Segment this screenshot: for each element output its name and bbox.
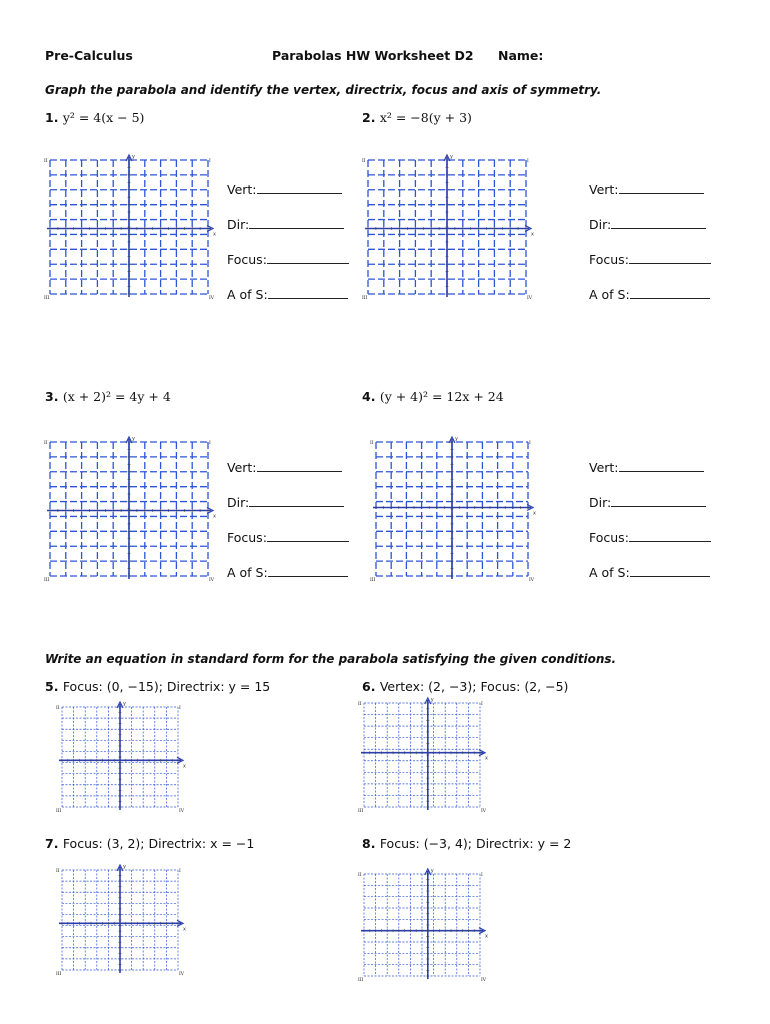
problem-equation: (x + 2)² = 4y + 4 (62, 389, 171, 404)
graph-grid-4[interactable] (370, 436, 534, 582)
x-axis-label: x (183, 763, 186, 770)
problem-equation: (y + 4)² = 12x + 24 (379, 389, 504, 404)
y-axis-label: y (132, 154, 135, 160)
quadrant-label: IV (481, 809, 487, 814)
course-name: Pre-Calculus (45, 48, 133, 63)
section1-instruction: Graph the parabola and identify the vertex, directrix, focus and axis of symmetry. (45, 83, 602, 97)
directrix-answer-4[interactable]: Dir: (589, 494, 706, 510)
graph-grid-2[interactable] (362, 154, 532, 300)
graph-grid-6[interactable] (358, 697, 486, 813)
problem-conditions: Focus: (3, 2); Directrix: x = −1 (62, 836, 255, 851)
focus-answer-1[interactable]: Focus: (227, 251, 349, 267)
directrix-answer-3[interactable]: Dir: (227, 494, 344, 510)
quadrant-label: III (358, 809, 364, 814)
quadrant-label: II (44, 441, 48, 446)
quadrant-label: IV (209, 296, 215, 301)
problem-number: 5 (45, 679, 54, 694)
x-axis-label: x (485, 755, 488, 762)
quadrant-label: I (527, 159, 529, 164)
quadrant-label: III (362, 296, 368, 301)
quadrant-label: III (56, 972, 62, 977)
y-axis-label: y (132, 436, 135, 442)
graph-grid-1[interactable] (44, 154, 214, 300)
problem-number: 3 (45, 389, 54, 404)
quadrant-label: III (358, 978, 364, 983)
graph-grid-7[interactable] (56, 864, 184, 976)
axis-answer-2[interactable]: A of S: (589, 286, 710, 302)
quadrant-label: IV (529, 578, 535, 583)
name-label: Name: (498, 48, 544, 63)
vertex-answer-1[interactable]: Vert: (227, 181, 342, 197)
quadrant-label: I (179, 869, 181, 874)
y-axis-label: y (123, 701, 126, 707)
quadrant-label: I (179, 706, 181, 711)
quadrant-label: II (44, 159, 48, 164)
problem-number: 7 (45, 836, 54, 851)
y-axis-label: y (430, 868, 434, 874)
y-axis-label: y (123, 864, 126, 870)
quadrant-label: II (362, 159, 366, 164)
vertex-answer-3[interactable]: Vert: (227, 459, 342, 475)
quadrant-label: IV (179, 972, 185, 977)
problem-number: 2 (362, 110, 371, 125)
quadrant-label: I (209, 159, 211, 164)
x-axis-label: x (213, 231, 216, 238)
quadrant-label: III (370, 578, 376, 583)
problem-8: 8. Focus: (−3, 4); Directrix: y = 2 (362, 836, 572, 851)
problem-6: 6. Vertex: (2, −3); Focus: (2, −5) (362, 679, 569, 694)
quadrant-label: I (481, 702, 483, 707)
problem-equation: y² = 4(x − 5) (62, 110, 145, 125)
quadrant-label: III (44, 296, 50, 301)
quadrant-label: II (358, 702, 362, 707)
quadrant-label: I (529, 441, 531, 446)
vertex-answer-2[interactable]: Vert: (589, 181, 704, 197)
y-axis-label: y (450, 154, 453, 160)
quadrant-label: II (370, 441, 374, 446)
problem-number: 1 (45, 110, 54, 125)
x-axis-label: x (213, 513, 216, 520)
problem-3: 3. (x + 2)² = 4y + 4 (45, 389, 171, 404)
y-axis-label: y (455, 436, 458, 442)
problem-number: 4 (362, 389, 371, 404)
problem-number: 8 (362, 836, 371, 851)
axis-answer-4[interactable]: A of S: (589, 564, 710, 580)
quadrant-label: III (44, 578, 50, 583)
axis-answer-3[interactable]: A of S: (227, 564, 348, 580)
problem-4: 4. (y + 4)² = 12x + 24 (362, 389, 504, 404)
x-axis-label: x (485, 933, 488, 940)
problem-1: 1. y² = 4(x − 5) (45, 110, 145, 125)
quadrant-label: IV (481, 978, 487, 983)
focus-answer-4[interactable]: Focus: (589, 529, 711, 545)
focus-answer-2[interactable]: Focus: (589, 251, 711, 267)
problem-2: 2. x² = −8(y + 3) (362, 110, 472, 125)
problem-conditions: Focus: (−3, 4); Directrix: y = 2 (379, 836, 572, 851)
x-axis-label: x (531, 231, 534, 238)
problem-conditions: Focus: (0, −15); Directrix: y = 15 (62, 679, 271, 694)
problem-7: 7. Focus: (3, 2); Directrix: x = −1 (45, 836, 255, 851)
quadrant-label: II (56, 706, 60, 711)
problem-5: 5. Focus: (0, −15); Directrix: y = 15 (45, 679, 271, 694)
problem-equation: x² = −8(y + 3) (379, 110, 472, 125)
problem-number: 6 (362, 679, 371, 694)
axis-answer-1[interactable]: A of S: (227, 286, 348, 302)
directrix-answer-1[interactable]: Dir: (227, 216, 344, 232)
quadrant-label: II (56, 869, 60, 874)
y-axis-label: y (430, 697, 434, 703)
quadrant-label: IV (179, 809, 185, 814)
vertex-answer-4[interactable]: Vert: (589, 459, 704, 475)
quadrant-label: II (358, 873, 362, 878)
graph-grid-8[interactable] (358, 868, 486, 982)
graph-grid-3[interactable] (44, 436, 214, 582)
x-axis-label: x (533, 510, 536, 517)
directrix-answer-2[interactable]: Dir: (589, 216, 706, 232)
quadrant-label: I (481, 873, 483, 878)
quadrant-label: III (56, 809, 62, 814)
grid-lines (364, 874, 480, 976)
quadrant-label: IV (209, 578, 215, 583)
quadrant-label: IV (527, 296, 533, 301)
problem-conditions: Vertex: (2, −3); Focus: (2, −5) (379, 679, 569, 694)
worksheet-title: Parabolas HW Worksheet D2 (272, 48, 474, 63)
section2-instruction: Write an equation in standard form for the parabola satisfying the given conditions. (45, 652, 617, 666)
x-axis-label: x (183, 926, 186, 933)
graph-grid-5[interactable] (56, 701, 184, 813)
grid-lines (364, 703, 480, 807)
quadrant-label: I (209, 441, 211, 446)
focus-answer-3[interactable]: Focus: (227, 529, 349, 545)
